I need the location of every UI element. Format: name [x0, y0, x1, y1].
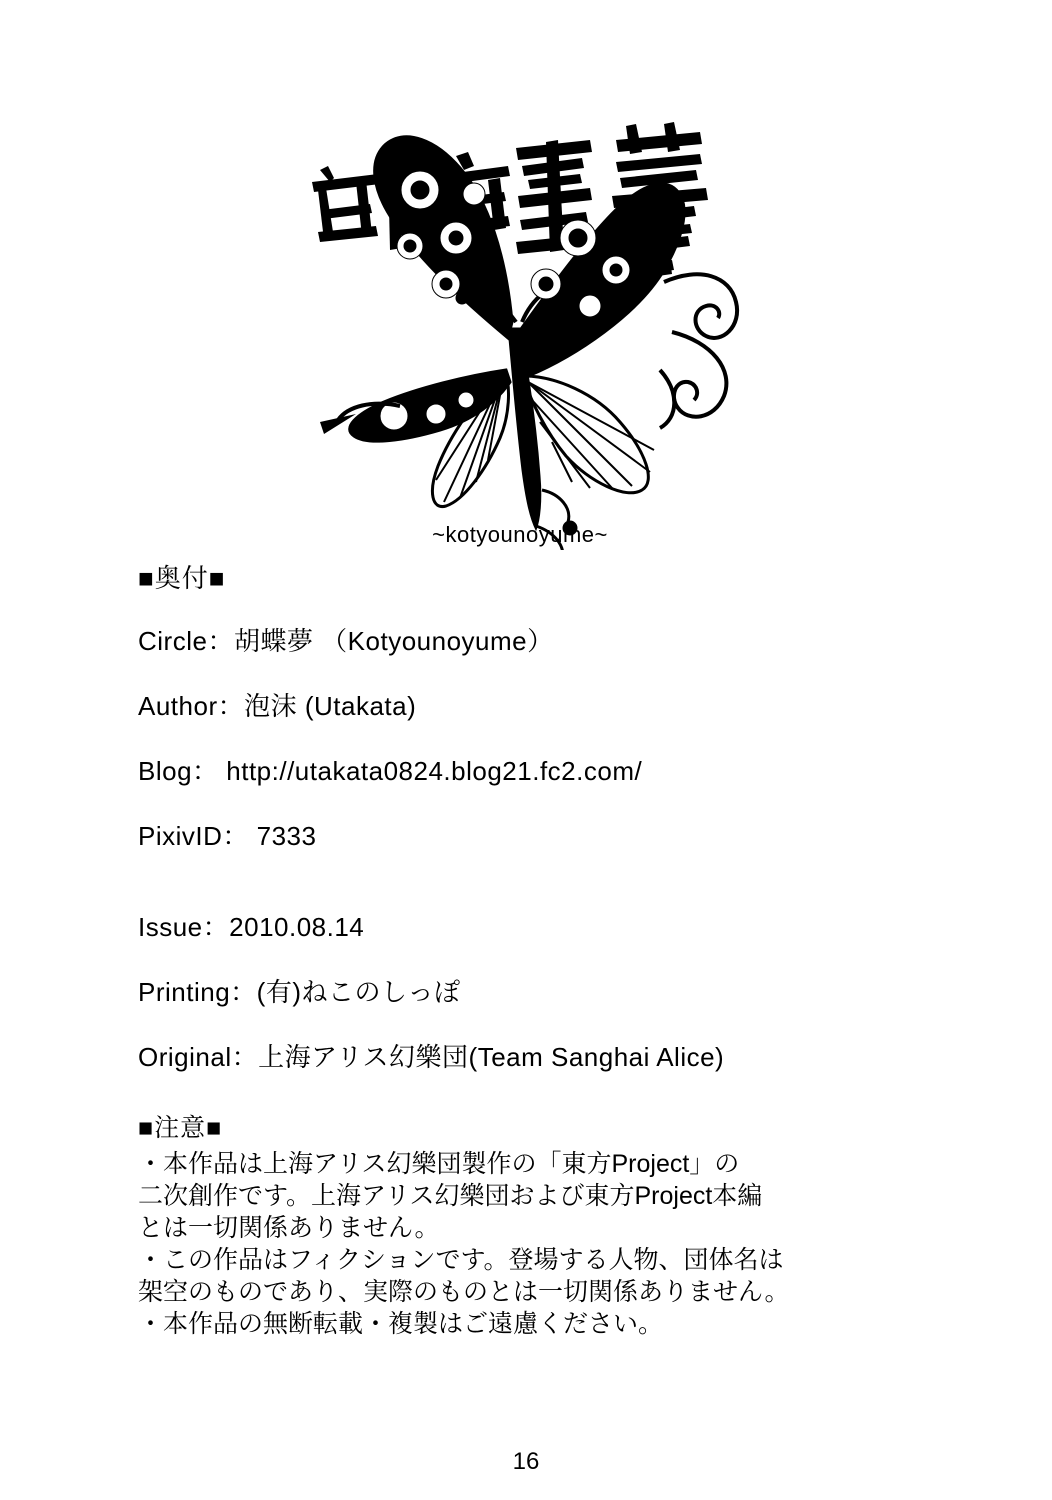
- notice-line: とは一切関係ありません。: [138, 1214, 440, 1242]
- butterfly-illustration: [260, 70, 780, 550]
- colophon-line-circle: Circle：胡蝶夢 （Kotyounoyume）: [138, 626, 554, 656]
- notice-section: [138, 1108, 938, 1340]
- colophon-line-original: Original：上海アリス幻樂団(Team Sanghai Alice): [138, 1042, 725, 1072]
- colophon-spacer: [138, 881, 938, 907]
- notice-line: ・本作品は上海アリス幻樂団製作の「東方Project」の: [138, 1150, 740, 1178]
- page-number: 16: [512, 1448, 540, 1475]
- notice-heading: ■注意■: [138, 1114, 223, 1142]
- colophon-line-blog[interactable]: Blog： http://utakata0824.blog21.fc2.com/: [138, 756, 643, 786]
- logo-romaji: ~kotyounoyume~: [432, 522, 608, 547]
- colophon-line-printing: Printing：(有)ねこのしっぽ: [138, 977, 461, 1007]
- notice-line: 二次創作です。上海アリス幻樂団および東方Project本編: [138, 1182, 763, 1210]
- logo-block: [260, 70, 780, 550]
- notice-line: ・本作品の無断転載・複製はご遠慮ください。: [138, 1310, 664, 1338]
- notice-line: 架空のものであり、実際のものとは一切関係ありません。: [138, 1278, 790, 1306]
- colophon-section: [138, 558, 938, 1102]
- notice-line: ・この作品はフィクションです。登場する人物、団体名は: [138, 1246, 784, 1274]
- colophon-line-issue: Issue：2010.08.14: [138, 912, 365, 942]
- colophon-line-pixivid: PixivID： 7333: [138, 821, 317, 851]
- colophon-line-author: Author：泡沫 (Utakata): [138, 691, 417, 721]
- colophon-heading: ■奥付■: [138, 563, 226, 593]
